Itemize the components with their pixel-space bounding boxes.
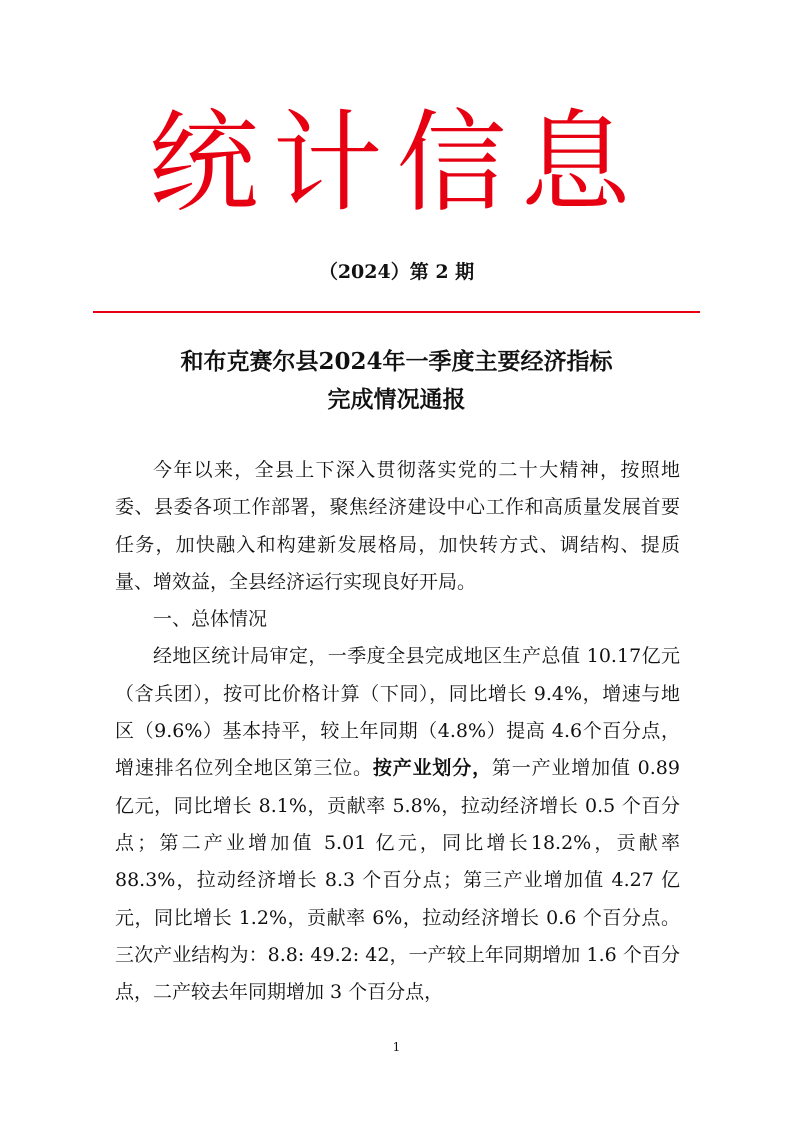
intro-paragraph: 今年以来，全县上下深入贯彻落实党的二十大精神，按照地委、县委各项工作部署，聚焦经济建设中心工作和高质量发展首要任务，加快融入和构建新发展格局，加快转方式、调结构、提质量、增效益，全县经济运行实现良好开局。 [115,459,680,593]
overview-text-2: 第一产业增加值 0.89 亿元，同比增长 8.1%，贡献率 5.8%，拉动经济增长 0.5 个百分点；第二产业增加值 5.01 亿元，同比增长18.2%，贡献率 88.3%，拉动经济增长 8.3 个百分点；第三产业增加值 4.27 亿元，同比增长 1.2%，贡献率 6%，拉动经济增长 0.6 个百分点。三次产业结构为：8.8: 49.2: 42，一产较上年同期增加 1.6 个百分点，二产较去年同期增加 3 个百分点， [115,757,680,1004]
document-body [115,452,680,1011]
title-line-2: 完成情况通报 [327,386,466,413]
overview-bold-lead: 按产业划分， [372,757,492,780]
document-title [60,343,733,419]
masthead-title: 统计信息 [148,99,645,227]
overview-paragraph [115,638,680,1011]
overview-text-1: 经地区统计局审定，一季度全县完成地区生产总值 10.17亿元（含兵团），按可比价格计算（下同），同比增长 9.4%，增速与地区（9.6%）基本持平，较上年同期（4.8%）提高 4.6个百分点，增速排名位列全地区第三位。 [115,645,680,780]
page-number: 1 [392,1040,401,1054]
section-heading: 一、总体情况 [153,608,268,631]
title-line-1: 和布克赛尔县2024年一季度主要经济指标 [180,348,613,375]
red-divider-line [93,311,700,313]
issue-number: （2024）第 2 期 [318,261,475,283]
